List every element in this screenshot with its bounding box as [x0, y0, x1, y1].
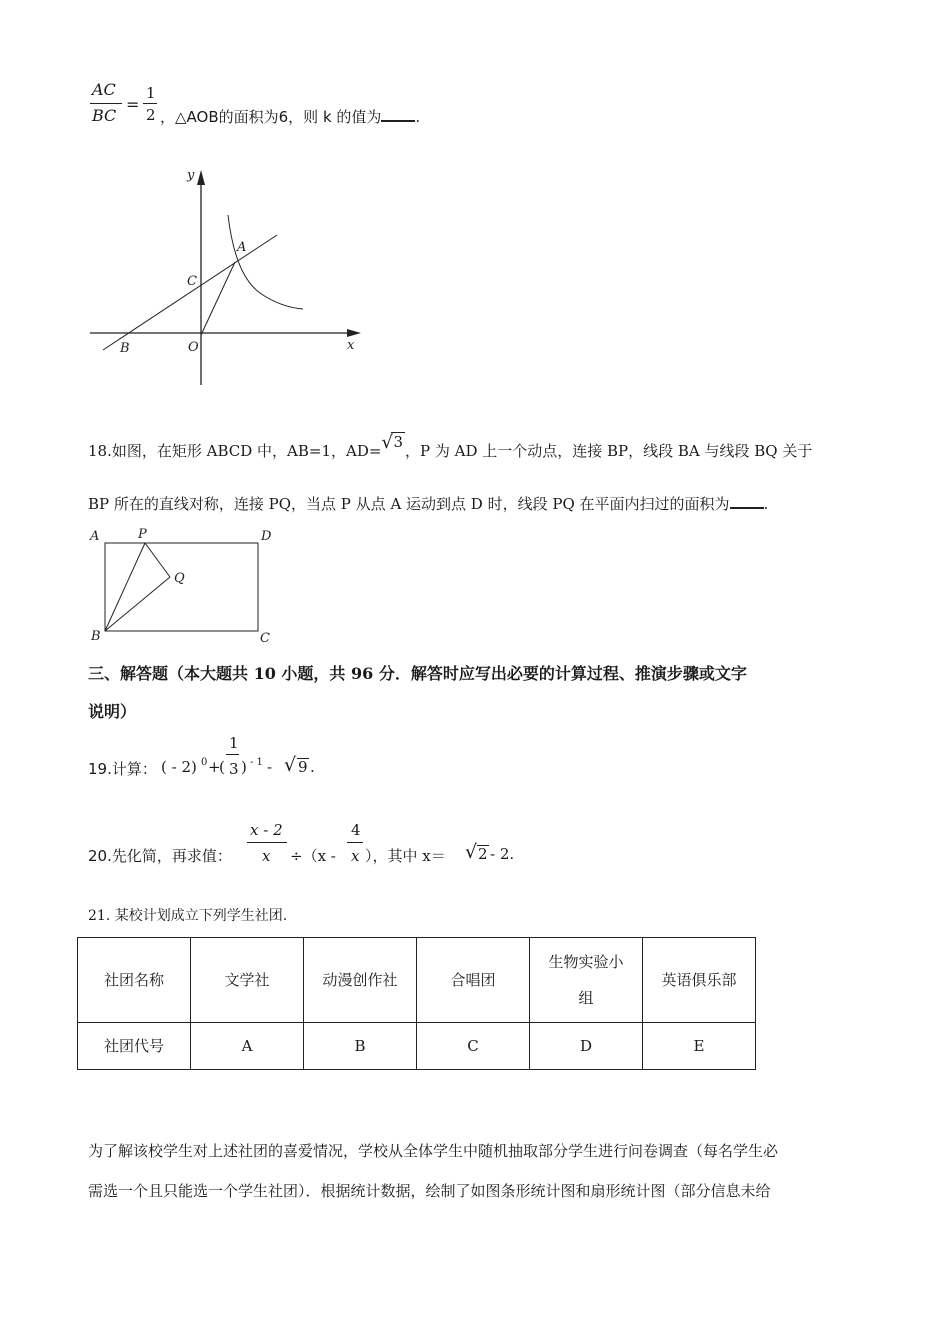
- table-cell: [530, 938, 643, 1023]
- q19-prefix: [88, 758, 157, 779]
- sqrt-radicand: 2: [478, 845, 488, 863]
- segment-pq: [145, 543, 170, 577]
- q19-label: 19.计算：: [88, 760, 157, 778]
- answer-blank: [381, 108, 415, 122]
- rectangle-abcd: [105, 543, 258, 631]
- q17-text: ，△AOB的面积为6，则 k 的值为: [160, 108, 382, 126]
- frac2-numerator: 4: [351, 821, 361, 839]
- q20-label: 20.先化简，再求值：: [88, 847, 232, 865]
- table-cell: 文学社: [191, 938, 304, 1023]
- table-cell: C: [417, 1023, 530, 1070]
- fraction-bar: [347, 842, 363, 843]
- q20-condition: ），其中 x＝: [365, 847, 446, 865]
- exponent-zero: 0: [201, 757, 208, 768]
- label-x: x: [347, 338, 355, 353]
- q18-text-c: BP 所在的直线对称，连接 PQ，当点 P 从点 A 运动到点 D 时，线段 PQ 在平面内扫过的面积为: [88, 495, 730, 513]
- q17-coordinate-figure: [85, 165, 370, 390]
- q18-rectangle-figure: [85, 524, 285, 650]
- q19-term1: ( - 2): [161, 758, 197, 776]
- equals-sign: =: [126, 95, 140, 114]
- table-cell: A: [191, 1023, 304, 1070]
- sqrt3: [381, 432, 405, 460]
- sqrt-radicand: 9: [298, 758, 308, 776]
- section-3-heading-cont: 说明）: [88, 702, 137, 721]
- fraction-bar: [226, 754, 239, 755]
- q21-paragraph-line2: 需选一个且只能选一个学生社团）．根据统计数据，绘制了如图条形统计图和扇形统计图（部分信息未给: [88, 1182, 771, 1200]
- answer-blank: [730, 495, 764, 509]
- minus-sign: -: [267, 758, 273, 776]
- segment-oa: [201, 262, 235, 335]
- label-b: B: [120, 341, 130, 356]
- table-cell: 动漫创作社: [304, 938, 417, 1023]
- frac-denominator: BC: [92, 106, 117, 125]
- label-y: y: [187, 168, 195, 183]
- q18-line2: [88, 493, 768, 514]
- label-b: B: [91, 629, 101, 644]
- q21-intro: 21. 某校计划成立下列学生社团.: [88, 908, 288, 924]
- label-d: D: [261, 529, 272, 544]
- period: .: [310, 758, 315, 776]
- sqrt-radicand: 3: [393, 433, 403, 451]
- radical-sign-icon: √: [465, 841, 478, 863]
- q18-text-a: 18.如图，在矩形 ABCD 中，AB=1，AD=: [88, 442, 382, 460]
- frac2-denominator: x: [351, 847, 360, 865]
- frac1-denominator: x: [262, 847, 271, 865]
- left-paren: (: [219, 758, 225, 776]
- segment-bq: [105, 577, 170, 631]
- fraction-bar: [90, 103, 122, 104]
- period: .: [763, 495, 769, 513]
- x-axis-arrow: [347, 329, 361, 337]
- frac-numerator: AC: [92, 80, 116, 99]
- label-a: A: [90, 529, 100, 544]
- radical-sign-icon: √: [284, 754, 297, 776]
- table-cell: 合唱团: [417, 938, 530, 1023]
- label-a: A: [237, 240, 247, 255]
- section-3-heading: 三、解答题（本大题共 10 小题，共 96 分．解答时应写出必要的计算过程、推演步骤或文字: [88, 664, 747, 683]
- table-cell: B: [304, 1023, 417, 1070]
- q17-question-text: [160, 106, 420, 127]
- label-c: C: [187, 274, 197, 289]
- label-q: Q: [174, 571, 185, 586]
- label-c: C: [260, 631, 270, 646]
- right-paren: ): [241, 758, 247, 776]
- y-axis-arrow: [197, 170, 205, 185]
- fraction-bar: [247, 842, 287, 843]
- table-cell: 社团代号: [78, 1023, 191, 1070]
- hyperbola-curve: [228, 215, 303, 309]
- frac1-numerator: x - 2: [250, 821, 283, 839]
- table-cell: 英语俱乐部: [643, 938, 756, 1023]
- club-table: [77, 937, 756, 1070]
- segment-bp: [105, 543, 145, 631]
- divide-text: ÷（x -: [290, 847, 336, 865]
- table-cell: 社团名称: [78, 938, 191, 1023]
- frac-denominator: 3: [229, 760, 239, 778]
- half-denominator: 2: [146, 106, 156, 124]
- table-row: [78, 938, 756, 1023]
- table-cell: E: [643, 1023, 756, 1070]
- plus-sign: +: [208, 758, 221, 776]
- fraction-bar: [143, 103, 157, 104]
- q18-line1: [88, 432, 813, 461]
- q18-text-b: ，P 为 AD 上一个动点，连接 BP，线段 BA 与线段 BQ 关于: [404, 442, 813, 460]
- label-p: P: [138, 527, 147, 542]
- q21-paragraph-line1: 为了解该校学生对上述社团的喜爱情况，学校从全体学生中随机抽取部分学生进行问卷调查（每名学生必: [88, 1142, 779, 1160]
- table-row: [78, 1023, 756, 1070]
- table-cell: D: [530, 1023, 643, 1070]
- frac-numerator: 1: [229, 734, 239, 752]
- q20-tail: - 2.: [490, 845, 515, 863]
- exponent-neg-one: - 1: [250, 757, 263, 768]
- label-o: O: [188, 340, 199, 355]
- table-cell-text: 生物实验小组: [548, 953, 624, 1007]
- half-numerator: 1: [146, 84, 156, 102]
- radical-sign-icon: √: [381, 432, 393, 453]
- period: .: [415, 108, 421, 126]
